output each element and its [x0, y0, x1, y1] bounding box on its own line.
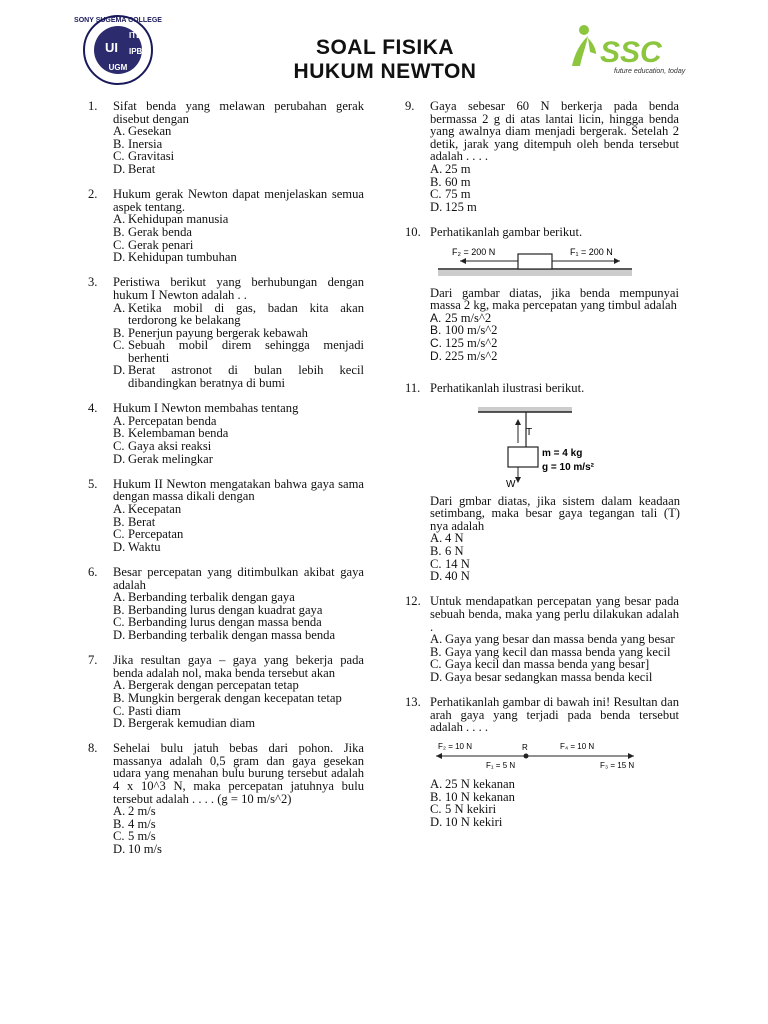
- option-text: Gaya besar sedangkan massa benda kecil: [445, 670, 653, 684]
- option-text: Kelembaman benda: [128, 426, 229, 441]
- option-letter: B.: [113, 136, 125, 151]
- option-letter: D.: [113, 363, 126, 378]
- option: [430, 803, 679, 816]
- option: [113, 717, 364, 730]
- logo-ring-text: SONY SUGEMA COLLEGE: [74, 17, 162, 24]
- option: [113, 163, 364, 176]
- question-stem: Hukum gerak Newton dapat menjelaskan semua aspek tentang.: [113, 187, 364, 214]
- option-text: Gerak penari: [128, 237, 194, 252]
- ssc-brand: SSC: [600, 36, 662, 69]
- question-number: 11.: [405, 381, 421, 396]
- option-text: Berbanding terbalik dengan gaya: [128, 590, 295, 605]
- question-number: 3.: [88, 275, 98, 290]
- option-text: Ketika mobil di gas, badan kita akan terdorong ke belakang: [128, 300, 364, 328]
- option-letter: C.: [113, 149, 125, 164]
- option-letter: A.: [113, 300, 126, 315]
- option-letter: C.: [113, 439, 125, 454]
- option-text: Berat: [128, 161, 156, 176]
- question-1: [88, 100, 364, 176]
- option-text: Gaya yang kecil dan massa benda yang kecil: [445, 644, 671, 659]
- option-text: Berbanding terbalik dengan massa benda: [128, 627, 336, 642]
- right-column: [405, 100, 679, 841]
- option: [113, 339, 364, 364]
- force-label-f1: F₁ = 5 N: [486, 760, 516, 770]
- option-letter: C.: [430, 657, 442, 672]
- question-stem: Jika resultan gaya – gaya yang bekerja pada benda adalah nol, maka benda tersebut akan: [113, 653, 364, 680]
- page-subtitle: HUKUM NEWTON: [293, 60, 477, 83]
- option-text: 40 N: [445, 569, 470, 584]
- question-number: 4.: [88, 401, 98, 416]
- option-text: 10 N kekanan: [445, 789, 515, 804]
- option: [113, 226, 364, 239]
- question-stem: Sifat benda yang melawan perubahan gerak disebut dengan: [113, 99, 364, 126]
- option-letter: C.: [430, 802, 442, 817]
- question-number: 10.: [405, 224, 421, 239]
- option-text: 225 m/s^2: [445, 348, 498, 363]
- option-letter: B.: [430, 544, 442, 559]
- option: [113, 440, 364, 453]
- option: [113, 541, 364, 554]
- force-label-f1: F₁ = 200 N: [570, 246, 613, 257]
- question-stem: Hukum II Newton mengatakan bahwa gaya sama dengan massa dikali dengan: [113, 476, 364, 504]
- option-text: 14 N: [445, 556, 470, 571]
- point-label: R: [522, 742, 528, 752]
- option-letter: C.: [430, 335, 442, 350]
- question-9: [405, 100, 679, 213]
- option-text: Waktu: [128, 539, 161, 554]
- option: [113, 629, 364, 642]
- option-letter: A.: [430, 632, 443, 647]
- weight-label: W: [506, 478, 516, 489]
- question-number: 2.: [88, 187, 98, 202]
- option-text: Gerak benda: [128, 224, 192, 239]
- logo-item: IPB: [129, 47, 143, 56]
- force-label-f3: F₃ = 15 N: [600, 760, 635, 770]
- option-letter: C.: [113, 237, 125, 252]
- force-label-f2: F₂ = 10 N: [438, 741, 473, 751]
- option-letter: D.: [113, 161, 126, 176]
- option-letter: B.: [430, 789, 442, 804]
- option: [430, 633, 679, 646]
- option-letter: A.: [113, 804, 126, 819]
- option: [430, 778, 679, 791]
- option-text: 75 m: [445, 187, 471, 202]
- question-intro: Perhatikanlah ilustrasi berikut.: [430, 381, 585, 396]
- hanging-mass-figure: [430, 399, 680, 489]
- option-letter: D.: [430, 569, 443, 584]
- question-12: [405, 595, 679, 683]
- option-letter: A.: [113, 678, 126, 693]
- option-letter: B.: [430, 174, 442, 189]
- option-letter: B.: [113, 224, 125, 239]
- option-letter: A.: [430, 161, 443, 176]
- option-letter: C.: [430, 556, 442, 571]
- option-text: 10 m/s: [128, 842, 162, 857]
- ssc-logo: [566, 20, 696, 80]
- question-13: [405, 696, 679, 828]
- option-text: Percepatan: [128, 527, 184, 542]
- gravity-label: g = 10 m/s²: [542, 461, 594, 473]
- question-number: 7.: [88, 653, 98, 668]
- option-letter: A.: [113, 590, 126, 605]
- option-text: 125 m/s^2: [445, 335, 498, 350]
- option-text: Kecepatan: [128, 502, 182, 516]
- option-letter: A.: [113, 413, 126, 428]
- option-text: Berbanding lurus dengan kuadrat gaya: [128, 602, 323, 617]
- question-stem: Hukum I Newton membahas tentang: [113, 401, 299, 416]
- option-letter: A.: [430, 776, 443, 791]
- option-letter: B.: [113, 690, 125, 705]
- option-text: 25 m: [445, 161, 471, 176]
- option: [430, 532, 680, 545]
- option-text: Berat astronot di bulan lebih kecil dibandingkan beratnya di bumi: [128, 363, 364, 391]
- option-letter: C.: [113, 338, 125, 353]
- option-letter: A.: [113, 212, 126, 227]
- option: [113, 805, 364, 818]
- option-letter: A.: [430, 310, 442, 325]
- option-text: Bergerak dengan percepatan tetap: [128, 678, 299, 693]
- option-text: Kehidupan tumbuhan: [128, 250, 237, 265]
- question-number: 9.: [405, 99, 415, 113]
- option: [430, 337, 679, 350]
- option-letter: C.: [113, 527, 125, 542]
- option-text: Penerjun payung bergerak kebawah: [128, 325, 308, 340]
- option: [430, 201, 679, 214]
- page-title: SOAL FISIKA: [315, 36, 455, 59]
- option-letter: D.: [430, 348, 442, 363]
- option: [113, 528, 364, 541]
- question-stem: Dari gambar diatas, jika benda mempunyai massa 2 kg, maka percepatan yang timbul adalah: [430, 285, 679, 313]
- question-stem: Untuk mendapatkan percepatan yang besar pada sebuah benda, maka yang perlu dilakukan adalah .: [430, 594, 679, 634]
- question-stem: Gaya sebesar 60 N berkerja pada benda bermassa 2 g di atas lantai licin, hingga benda yang awalnya diam menjadi bergerak. Setelah 2 detik, jarak yang ditempuh oleh benda tersebut adalah . . . .: [430, 99, 679, 164]
- force-label-f4: F₄ = 10 N: [560, 741, 595, 751]
- option: [113, 843, 364, 856]
- option-letter: A.: [113, 124, 126, 139]
- question-number: 6.: [88, 564, 98, 579]
- question-6: [88, 566, 364, 642]
- option-text: 4 m/s: [128, 816, 156, 831]
- question-8: [88, 742, 364, 855]
- option: [113, 251, 364, 264]
- option-letter: C.: [113, 703, 125, 718]
- option-text: 25 N kekanan: [445, 776, 515, 791]
- question-number: 12.: [405, 594, 421, 609]
- option: [430, 163, 679, 176]
- option: [113, 364, 364, 389]
- logo-item: UI: [105, 40, 118, 55]
- option-letter: D.: [430, 670, 443, 684]
- option-letter: B.: [430, 644, 442, 659]
- option-text: 5 m/s: [128, 829, 156, 844]
- question-11: [405, 382, 679, 583]
- option-letter: D.: [113, 842, 126, 857]
- option-text: Sebuah mobil direm sehingga menjadi berhenti: [128, 338, 364, 365]
- option-text: 5 N kekiri: [445, 802, 497, 817]
- logo-item: ITB: [129, 31, 142, 40]
- option-text: 25 m/s^2: [445, 310, 492, 325]
- question-stem: Besar percepatan yang ditimbulkan akibat gaya adalah: [113, 564, 364, 592]
- option-text: 10 N kekiri: [445, 814, 503, 829]
- left-column: [88, 100, 364, 868]
- question-number: 13.: [405, 695, 421, 710]
- question-number: 1.: [88, 99, 98, 113]
- option-text: Berat: [128, 514, 156, 529]
- option: [430, 816, 679, 829]
- option-letter: D.: [430, 814, 443, 829]
- option-text: Gaya aksi reaksi: [128, 439, 212, 454]
- option: [113, 453, 364, 466]
- option-text: 6 N: [445, 544, 464, 559]
- option-letter: D.: [113, 716, 126, 731]
- option-text: Gerak melingkar: [128, 451, 213, 466]
- ssc-tagline: future education, today: [614, 68, 686, 75]
- forces-figure: [430, 243, 640, 281]
- question-stem: Peristiwa berikut yang berhubungan dengan hukum I Newton adalah . .: [113, 275, 364, 302]
- option-text: Gaya yang besar dan massa benda yang besar: [445, 632, 675, 647]
- option-text: Gravitasi: [128, 149, 175, 164]
- option-text: Percepatan benda: [128, 413, 217, 428]
- question-number: 5.: [88, 476, 98, 491]
- question-stem: Perhatikanlah gambar di bawah ini! Resultan dan arah gaya yang terjadi pada benda tersebut adalah . . . .: [430, 695, 679, 735]
- option: [430, 350, 679, 363]
- option-text: Inersia: [128, 136, 163, 151]
- question-intro: Perhatikanlah gambar berikut.: [430, 224, 583, 239]
- option-letter: A.: [430, 531, 443, 546]
- option-text: 60 m: [445, 174, 471, 189]
- option: [430, 545, 680, 558]
- option: [113, 503, 364, 516]
- option-text: 2 m/s: [128, 804, 156, 819]
- tension-label: T: [526, 426, 533, 438]
- option-letter: D.: [113, 627, 126, 642]
- option-text: Berbanding lurus dengan massa benda: [128, 615, 322, 630]
- option: [430, 188, 679, 201]
- resultant-forces-figure: [430, 738, 640, 772]
- question-3: [88, 276, 364, 389]
- question-2: [88, 188, 364, 264]
- option-letter: B.: [113, 426, 125, 441]
- option-letter: B.: [113, 816, 125, 831]
- question-stem: Sehelai bulu jatuh bebas dari pohon. Jika massanya adalah 0,5 gram dan gaya gesekan udara yang menahan bulu burung tersebut adalah 4 x 10^3 N, maka percepatan jatuhnya bulu tersebut adalah . . . . (g = 10 m/s^2): [113, 741, 364, 806]
- option-letter: D.: [430, 199, 443, 214]
- option: [430, 570, 680, 583]
- college-logo: [72, 14, 164, 86]
- question-7: [88, 654, 364, 730]
- question-number: 8.: [88, 741, 98, 756]
- option-text: Gaya kecil dan massa benda yang besar]: [445, 657, 650, 672]
- option: [113, 302, 364, 327]
- option-letter: A.: [113, 502, 126, 516]
- option-text: Mungkin bergerak dengan kecepatan tetap: [128, 690, 342, 705]
- option-text: 4 N: [445, 531, 464, 546]
- option-text: Gesekan: [128, 124, 172, 139]
- question-5: [88, 478, 364, 554]
- question-4: [88, 402, 364, 465]
- option-letter: D.: [113, 539, 126, 554]
- option-letter: D.: [113, 250, 126, 265]
- option-text: 100 m/s^2: [445, 323, 498, 338]
- option-text: Pasti diam: [128, 703, 181, 718]
- option-letter: B.: [430, 323, 442, 338]
- option: [113, 692, 364, 705]
- option: [113, 591, 364, 604]
- option-text: Kehidupan manusia: [128, 212, 229, 227]
- option-letter: C.: [430, 187, 442, 202]
- question-10: [405, 226, 679, 362]
- option-letter: C.: [113, 615, 125, 630]
- option-letter: B.: [113, 514, 125, 529]
- logo-item: UGM: [108, 63, 128, 72]
- option-letter: D.: [113, 451, 126, 466]
- option-text: Bergerak kemudian diam: [128, 716, 256, 731]
- option-text: 125 m: [445, 199, 477, 214]
- mass-label: m = 4 kg: [542, 447, 583, 459]
- option-letter: B.: [113, 602, 125, 617]
- option-letter: B.: [113, 325, 125, 340]
- option-letter: C.: [113, 829, 125, 844]
- option: [113, 125, 364, 138]
- question-stem: Dari gmbar diatas, jika sistem dalam keadaan setimbang, maka besar gaya tegangan tali (T) nya adalah: [430, 493, 680, 533]
- force-label-f2: F₂ = 200 N: [452, 246, 496, 257]
- option: [430, 671, 679, 684]
